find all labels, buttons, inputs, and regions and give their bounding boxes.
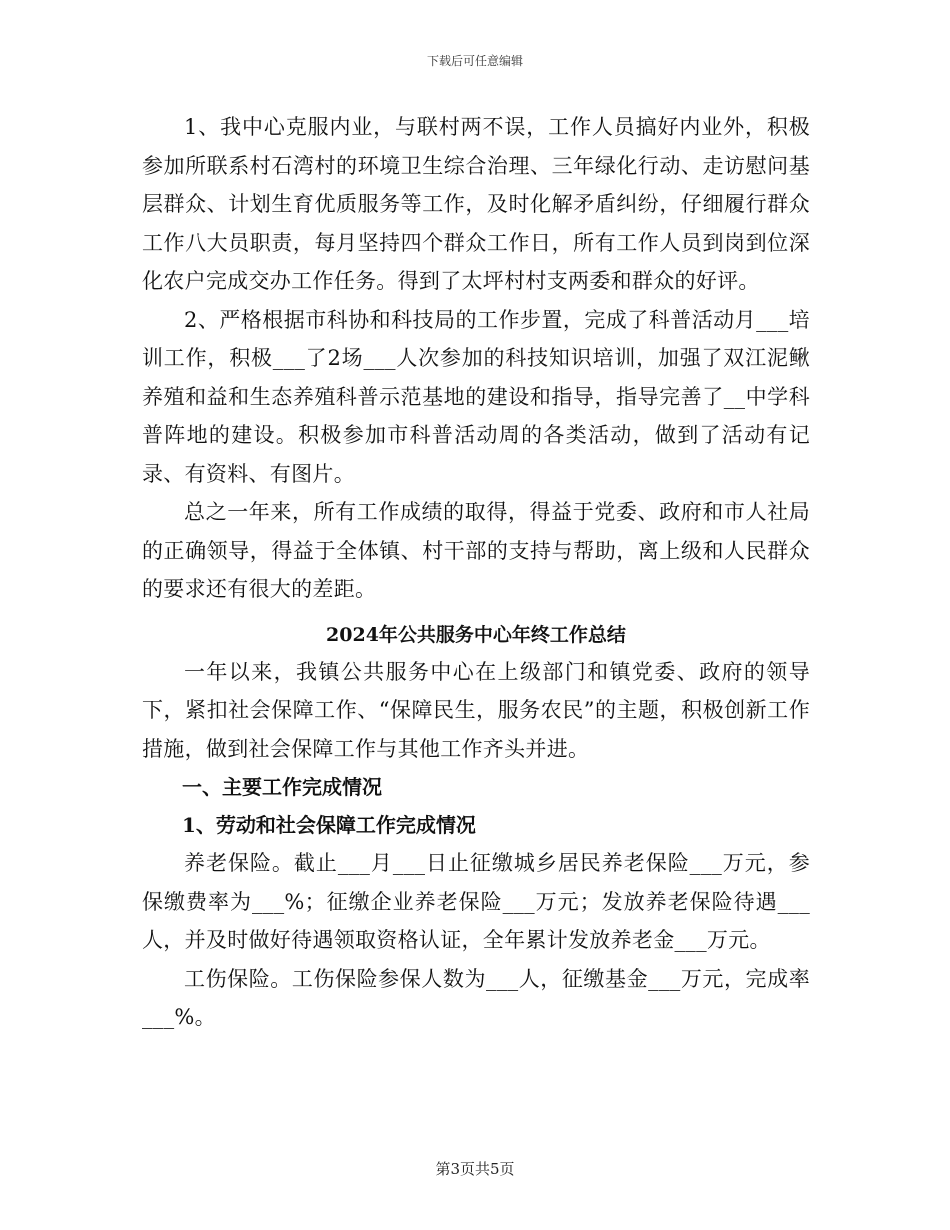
section-heading-1: 一、主要工作完成情况 [182, 775, 382, 799]
page-header: 下载后可任意编辑 [426, 54, 523, 68]
page-number: 第3页共5页 [435, 1160, 515, 1178]
section-heading-2: 1、劳动和社会保障工作完成情况 [182, 813, 476, 837]
document-title: 2024年公共服务中心年终工作总结 [326, 623, 626, 646]
paragraph-2: 2、严格根据市科协和科技局的工作步置，完成了科普活动月___培训工作，积极___了2场___人次参加的科技知识培训，加强了双江泥鳅养殖和益和生态养殖科普示范基地的建设和指导，指导完善了__中学科普阵地的建设。积极参加市科普活动周的各类活动，做到了活动有记录、有资料、有图片。 [142, 307, 810, 486]
paragraph-3: 总之一年来，所有工作成绩的取得，得益于党委、政府和市人社局的正确领导，得益于全体镇、村干部的支持与帮助，离上级和人民群众的要求还有很大的差距。 [142, 500, 810, 601]
paragraph-6: 工伤保险。工伤保险参保人数为___人，征缴基金___万元，完成率___%。 [142, 966, 810, 1029]
paragraph-4: 一年以来，我镇公共服务中心在上级部门和镇党委、政府的领导下，紧扣社会保障工作、“保障民生，服务农民”的主题，积极创新工作措施，做到社会保障工作与其他工作齐头并进。 [142, 659, 810, 761]
document-body [142, 108, 810, 1037]
paragraph-1: 1、我中心克服内业，与联村两不误，工作人员搞好内业外，积极参加所联系村石湾村的环境卫生综合治理、三年绿化行动、走访慰问基层群众、计划生育优质服务等工作，及时化解矛盾纠纷，仔细履行群众工作八大员职责，每月坚持四个群众工作日，所有工作人员到岗到位深化农户完成交办工作任务。得到了太坪村村支两委和群众的好评。 [142, 115, 810, 293]
paragraph-5: 养老保险。截止___月___日止征缴城乡居民养老保险___万元，参保缴费率为___%；征缴企业养老保险___万元；发放养老保险待遇___人，并及时做好待遇领取资格认证，全年累计发放养老金___万元。 [142, 851, 810, 952]
